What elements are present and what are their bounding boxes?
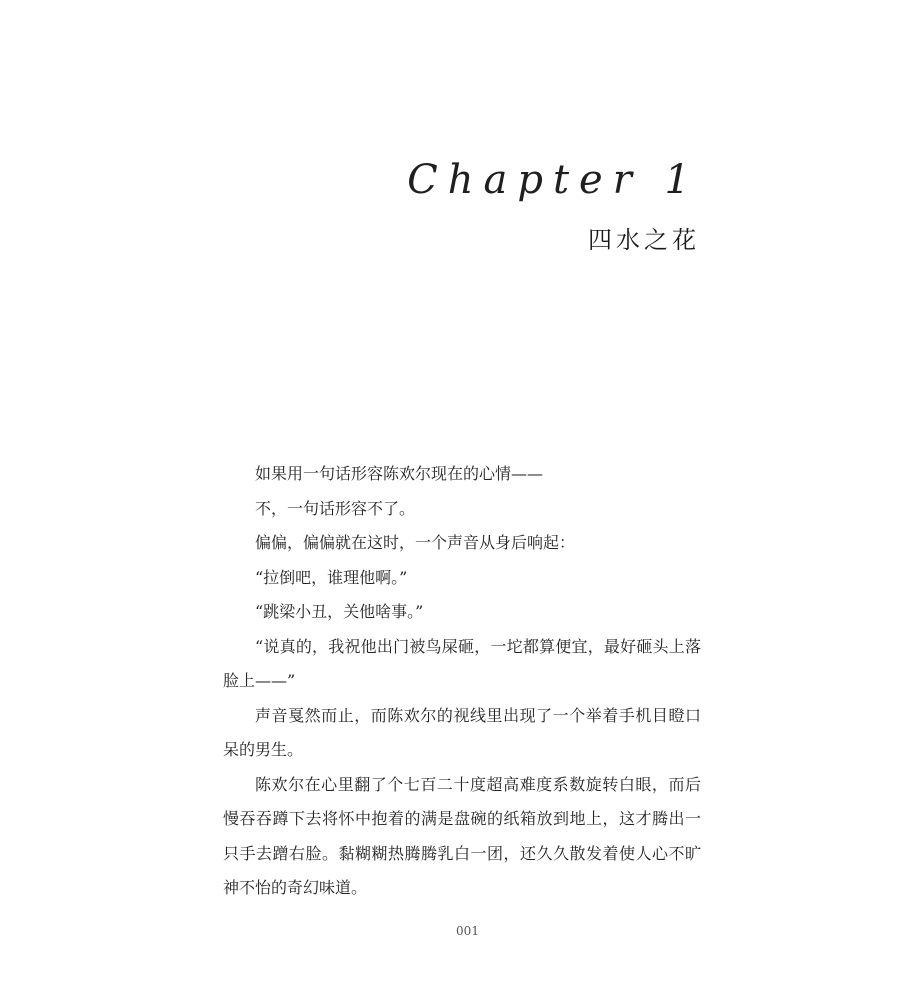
paragraph: 如果用一句话形容陈欢尔现在的心情—— [255, 464, 544, 483]
paragraph: “说真的，我祝他出门被鸟屎砸，一坨都算便宜，最好砸头上落脸上——” [223, 636, 701, 690]
paragraph: 声音戛然而止，而陈欢尔的视线里出现了一个举着手机目瞪口呆的男生。 [223, 705, 701, 759]
paragraph: 陈欢尔在心里翻了个七百二十度超高难度系数旋转白眼，而后慢吞吞蹲下去将怀中抱着的满是盘碗的纸箱放到地上，这才腾出一只手去蹭右脸。黏糊糊热腾腾乳白一团，还久久散发着使人心不旷神不怡的奇幻味道。 [223, 774, 701, 897]
chapter-label: Chapter 1 [407, 157, 700, 203]
paragraph: 偏偏，偏偏就在这时，一个声音从身后响起： [255, 533, 576, 552]
page-number: 001 [456, 924, 479, 938]
chapter-heading [407, 150, 700, 256]
paragraph: “跳梁小丑，关他啥事。” [255, 602, 424, 621]
chapter-title: 四水之花 [588, 226, 700, 254]
body-text [223, 457, 701, 906]
paragraph: “拉倒吧，谁理他啊。” [255, 567, 408, 587]
paragraph: 不，一句话形容不了。 [255, 498, 416, 518]
